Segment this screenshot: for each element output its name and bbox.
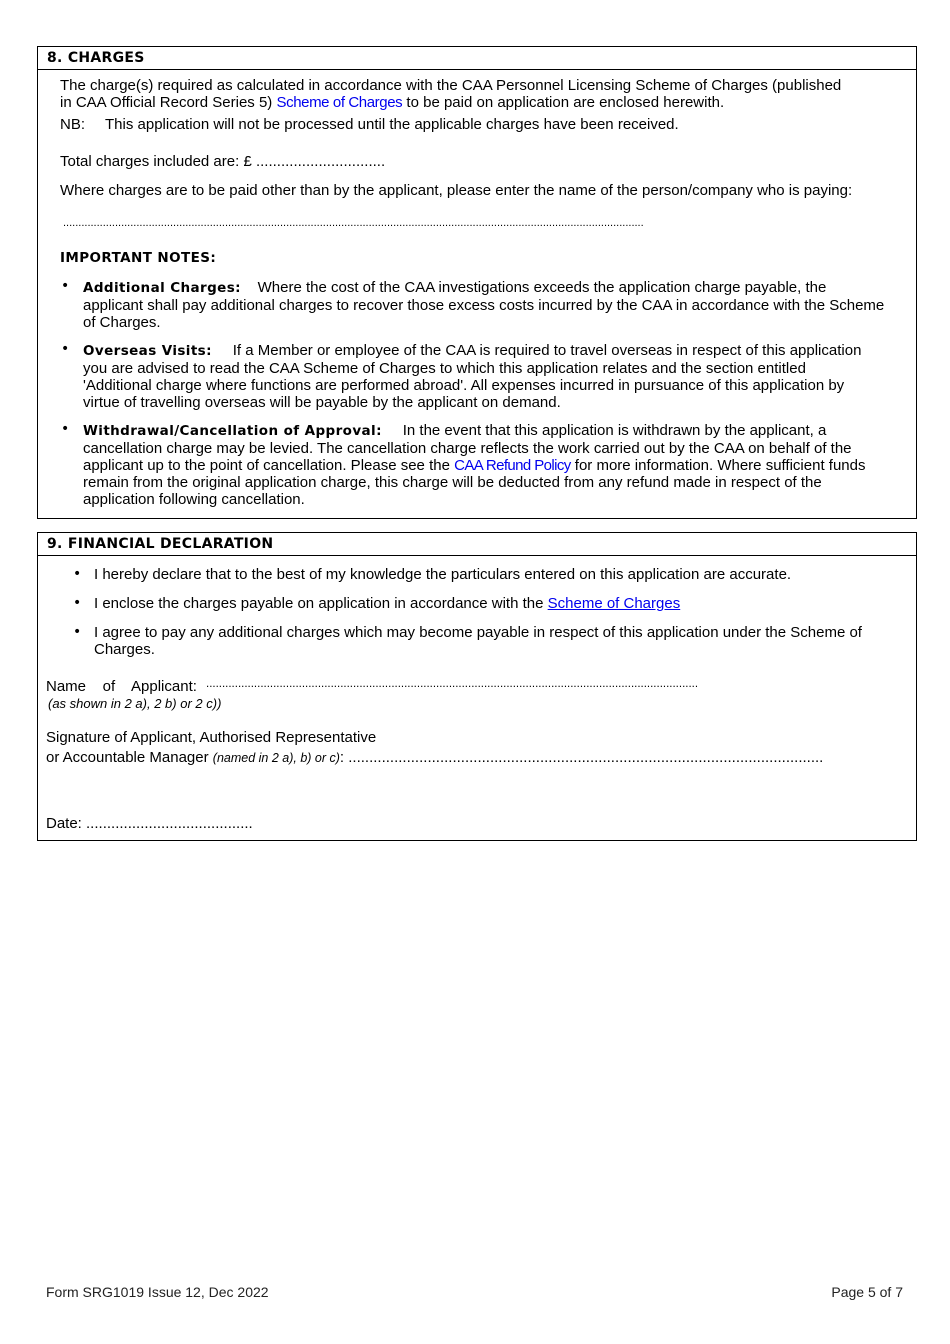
- signature-label-line1: Signature of Applicant, Authorised Representative: [46, 729, 377, 746]
- payer-name-field[interactable]: ..............................................................................................................................................................................................: [63, 217, 644, 229]
- bullet-icon: •: [73, 595, 82, 611]
- bullet-icon: •: [61, 341, 70, 357]
- note-overseas-visits: [83, 342, 873, 411]
- bullet-icon: •: [61, 278, 70, 294]
- declaration-accuracy: I hereby declare that to the best of my knowledge the particulars entered on this application are accurate.: [94, 566, 792, 583]
- date-field[interactable]: Date: ........................................: [46, 815, 253, 832]
- charges-intro-line1: The charge(s) required as calculated in accordance with the CAA Personnel Licensing Scheme of Charges (published: [60, 77, 842, 94]
- name-of-applicant-field[interactable]: ..........................................................................................................................................................: [206, 678, 699, 690]
- declaration-text: I enclose the charges payable on application in accordance with the: [94, 595, 548, 612]
- scheme-of-charges-link[interactable]: Scheme of Charges: [276, 94, 403, 111]
- note-text: Where the cost of the CAA investigations exceeds the application charge payable, the applicant shall pay additional charges to recover those excess costs incurred by the CAA in accordance with the Scheme of Charges.: [83, 279, 885, 331]
- scheme-of-charges-link-2[interactable]: Scheme of Charges: [547, 595, 681, 612]
- bullet-icon: •: [73, 624, 82, 640]
- signature-hint: (named in 2 a), b) or c): [212, 751, 340, 765]
- charges-intro-line2-pre: in CAA Official Record Series 5): [60, 94, 277, 111]
- note-label: Withdrawal/Cancellation of Approval:: [83, 423, 382, 439]
- form-reference: Form SRG1019 Issue 12, Dec 2022: [46, 1284, 269, 1300]
- note-text-post: for more information. Where sufficient funds remain from the original application charge, this charge will be deducted from any refund made in respect of the application following cancellation.: [83, 457, 866, 508]
- refund-policy-link[interactable]: CAA Refund Policy: [454, 457, 571, 474]
- note-withdrawal: [83, 422, 873, 508]
- signature-label-line2: [46, 749, 823, 766]
- note-label: Additional Charges:: [83, 280, 241, 296]
- declaration-enclose-charges: [94, 595, 680, 612]
- charges-section-title: 8. CHARGES: [38, 47, 916, 70]
- charges-intro: [60, 77, 900, 111]
- nb-label: NB:: [60, 116, 86, 133]
- name-hint: (as shown in 2 a), 2 b) or 2 c)): [48, 696, 222, 711]
- important-notes-title: IMPORTANT NOTES:: [60, 250, 217, 266]
- signature-label-pre: or Accountable Manager: [46, 749, 213, 766]
- financial-declaration-title: 9. FINANCIAL DECLARATION: [38, 533, 916, 556]
- note-text: In the event that this application is withdrawn by the applicant, a cancellation charge may be levied. The cancellation charge reflects the work carried out by the CAA on behalf of the applicant up to the point of cancellation. Please see the: [83, 422, 852, 474]
- note-label: Overseas Visits:: [83, 343, 212, 359]
- note-text: If a Member or employee of the CAA is required to travel overseas in respect of this application you are advised to read the CAA Scheme of Charges to which this application relates and the section entitled 'Additional charge where functions are performed abroad'. All expenses incurred in pursuance of this application by virtue of travelling overseas will be payable by the applicant on demand.: [83, 342, 862, 411]
- signature-field[interactable]: : ..................................................................................................................: [339, 749, 824, 766]
- payer-label: Where charges are to be paid other than by the applicant, please enter the name of the person/company who is paying:: [60, 182, 853, 199]
- nb-text: This application will not be processed until the applicable charges have been received.: [105, 116, 679, 133]
- bullet-icon: •: [61, 421, 70, 437]
- note-additional-charges: [83, 279, 888, 331]
- name-of-applicant-label: Name of Applicant:: [46, 678, 197, 695]
- total-charges-field[interactable]: Total charges included are: £ ...............................: [60, 153, 386, 170]
- page-number: Page 5 of 7: [831, 1284, 903, 1300]
- bullet-icon: •: [73, 566, 82, 582]
- declaration-additional-charges: I agree to pay any additional charges which may become payable in respect of this application under the Scheme of Charges.: [94, 624, 862, 658]
- charges-intro-line2-post: to be paid on application are enclosed herewith.: [402, 94, 725, 111]
